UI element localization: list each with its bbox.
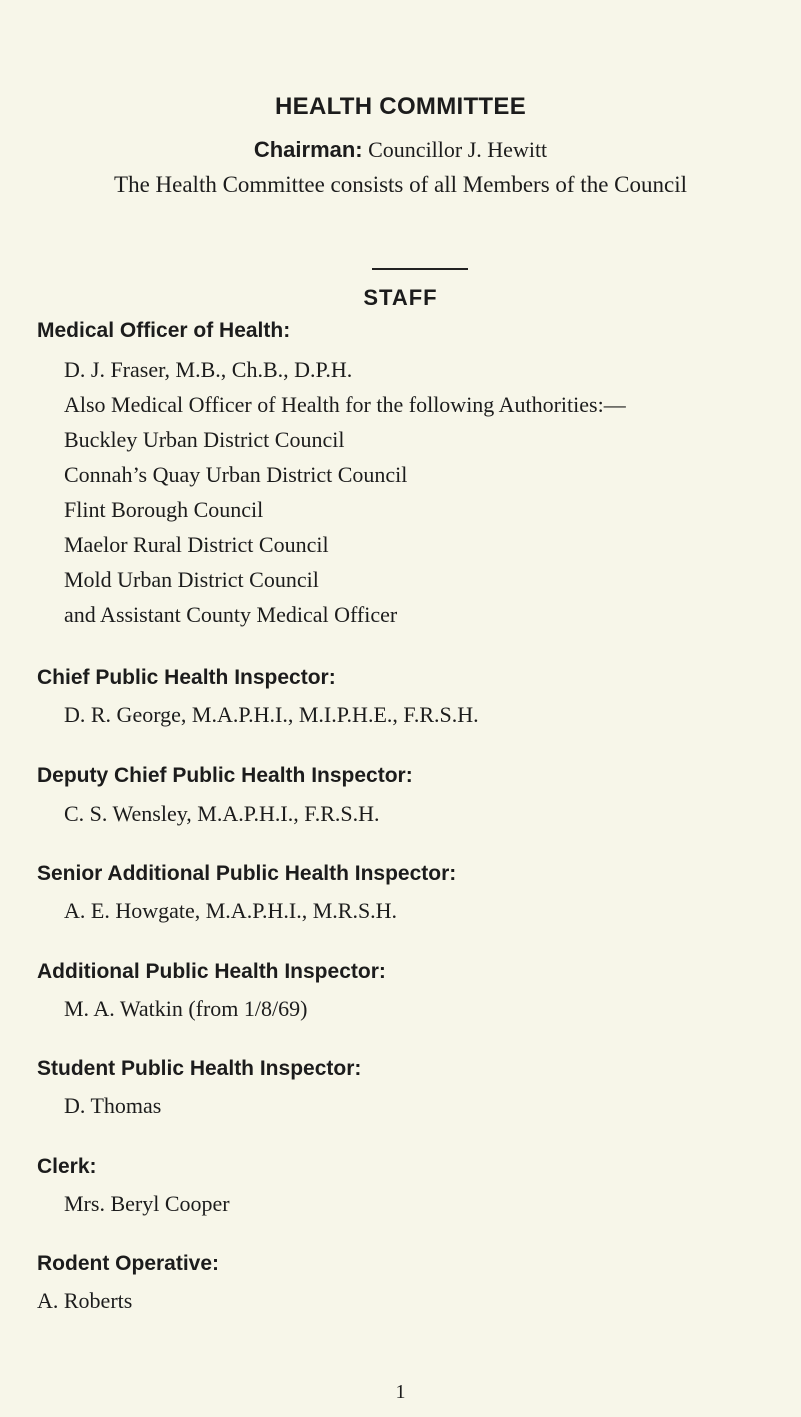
additional-inspector-title: Additional Public Health Inspector: (37, 960, 386, 983)
chief-inspector-title: Chief Public Health Inspector: (37, 666, 336, 689)
student-inspector-name: D. Thomas (64, 1093, 162, 1118)
deputy-inspector-name: C. S. Wensley, M.A.P.H.I., F.R.S.H. (64, 801, 380, 826)
rodent-operative-title: Rodent Operative: (37, 1252, 220, 1275)
chief-inspector-name: D. R. George, M.A.P.H.I., M.I.P.H.E., F.R.S.H. (64, 702, 479, 727)
medical-officer-title: Medical Officer of Health: (37, 319, 291, 342)
clerk-title: Clerk: (37, 1155, 97, 1178)
chairman-label: Chairman: (253, 137, 363, 162)
authority-item: Mold Urban District Council (64, 567, 319, 592)
senior-inspector-title: Senior Additional Public Health Inspector: (37, 862, 457, 885)
authority-item: Maelor Rural District Council (64, 532, 329, 557)
clerk-name: Mrs. Beryl Cooper (64, 1191, 230, 1216)
senior-inspector-name: A. E. Howgate, M.A.P.H.I., M.R.S.H. (64, 898, 398, 923)
deputy-inspector-title: Deputy Chief Public Health Inspector: (37, 764, 413, 787)
authority-item: and Assistant County Medical Officer (64, 602, 398, 627)
chairman-line (0, 137, 801, 163)
medical-officer-also: Also Medical Officer of Health for the following Authorities:— (64, 392, 626, 417)
committee-title: HEALTH COMMITTEE (275, 93, 526, 120)
page-number: 1 (395, 1381, 406, 1403)
additional-inspector-name: M. A. Watkin (from 1/8/69) (64, 996, 308, 1021)
committee-membership: The Health Committee consists of all Members of the Council (114, 172, 687, 197)
medical-officer-name: D. J. Fraser, M.B., Ch.B., D.P.H. (64, 357, 353, 382)
staff-heading: STAFF (363, 285, 438, 310)
rodent-operative-name: A. Roberts (37, 1288, 133, 1313)
section-divider (372, 268, 468, 270)
chairman-name: Councillor J. Hewitt (368, 137, 548, 162)
authority-item: Buckley Urban District Council (64, 427, 345, 452)
authority-item: Flint Borough Council (64, 497, 264, 522)
student-inspector-title: Student Public Health Inspector: (37, 1057, 362, 1080)
authority-item: Connah’s Quay Urban District Council (64, 462, 408, 487)
